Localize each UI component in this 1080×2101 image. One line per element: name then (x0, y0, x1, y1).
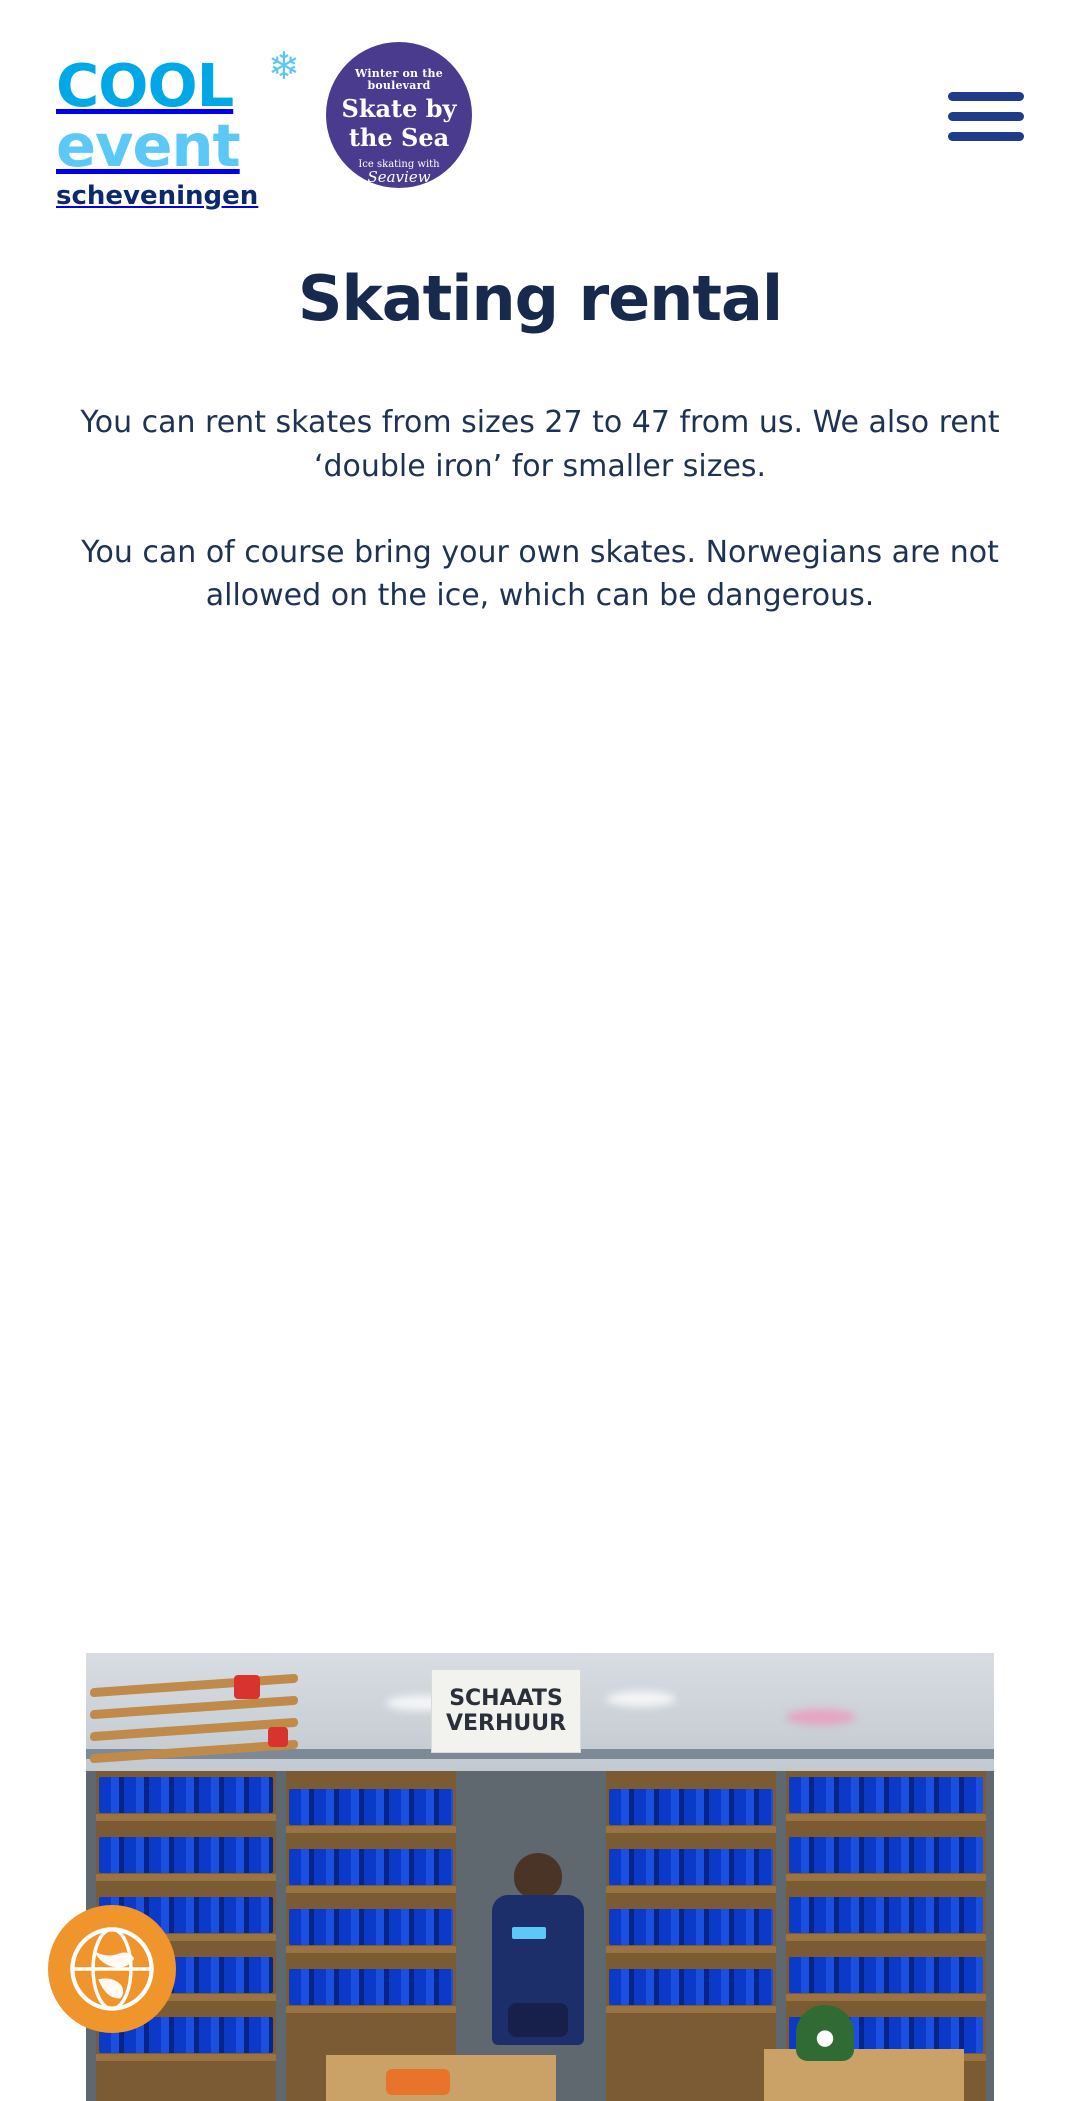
hamburger-menu-icon[interactable] (948, 92, 1024, 148)
sign-line-2: VERHUUR (445, 1711, 567, 1736)
photo-bench-right (764, 2049, 964, 2101)
badge-top-text: Winter on the boulevard (355, 67, 443, 93)
snowflake-icon: ❄ (268, 46, 300, 88)
page-title: Skating rental (297, 262, 783, 335)
photo-orange-skates (386, 2069, 450, 2095)
globe-accessibility-icon[interactable] (48, 1905, 176, 2033)
site-header (0, 0, 1080, 262)
badge-subtitle: Ice skating with (358, 158, 440, 170)
skate-rental-photo (86, 1653, 994, 2101)
hamburger-bar-1 (948, 92, 1024, 101)
hamburger-bar-3 (948, 132, 1024, 141)
badge-title-line1: Skate by (341, 94, 457, 124)
skate-by-the-sea-badge[interactable] (326, 42, 472, 188)
photo-sled-detail-2 (268, 1727, 288, 1747)
photo-person-head (514, 1853, 562, 1899)
logo-text-scheveningen: scheveningen (56, 181, 259, 212)
badge-title-line2: the Sea (348, 123, 450, 153)
badge-script-text: Seaview (367, 167, 431, 186)
paragraph-2: You can of course bring your own skates. Norwegians are not allowed on the ice, which can be dangerous. (81, 534, 999, 614)
paragraph-1: You can rent skates from sizes 27 to 47 from us. We also rent ‘double iron’ for smaller sizes. (80, 405, 1000, 484)
photo-light-2 (606, 1691, 676, 1707)
logo-text-event: event (56, 111, 240, 181)
photo-person-hands (508, 2003, 568, 2037)
sign-line-1: SCHAATS (449, 1685, 563, 1711)
photo-plant (796, 2005, 854, 2061)
site-logo[interactable] (56, 46, 316, 212)
photo-shelf-unit-2 (286, 1771, 456, 2101)
photo-sled-detail-1 (234, 1675, 260, 1699)
logo-text-cool: COOL (56, 51, 234, 120)
photo-shelf-unit-3 (606, 1771, 776, 2101)
page-body-copy (0, 401, 1080, 618)
photo-wooden-sled (90, 1675, 310, 1763)
photo-person-logo (512, 1927, 546, 1939)
photo-light-3 (786, 1709, 856, 1725)
photo-rental-sign (431, 1669, 581, 1753)
hamburger-bar-2 (948, 112, 1024, 121)
photo-scene (86, 1653, 994, 2101)
